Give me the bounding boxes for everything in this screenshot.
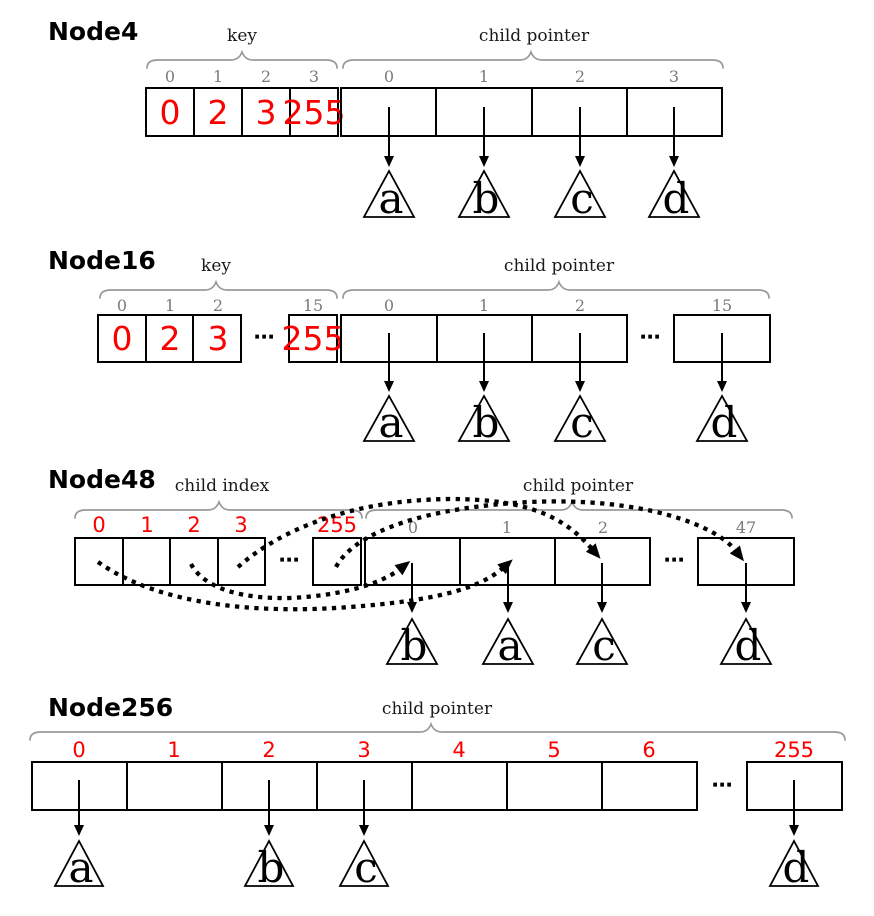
leaf-label: a	[68, 843, 94, 892]
leaf-label: d	[782, 843, 810, 892]
pointer-index-label: 2	[574, 67, 586, 86]
node16-section	[48, 246, 770, 447]
node48-title: Node48	[48, 465, 156, 494]
leaf-label: b	[400, 621, 428, 670]
node4-child-pointer-label: child pointer	[478, 26, 590, 46]
node16-child-pointer-label: child pointer	[503, 256, 615, 276]
leaf-label: a	[378, 174, 404, 223]
ellipsis: ⋯	[663, 548, 685, 572]
pointer-index-label: 255	[773, 738, 815, 762]
node48-section	[48, 465, 794, 670]
key-value: 2	[159, 319, 181, 358]
index-key-label: 2	[187, 513, 201, 537]
key-index-label: 0	[116, 296, 128, 315]
node256-child-pointer-label: child pointer	[381, 699, 493, 719]
leaf-label: d	[734, 621, 762, 670]
pointer-index-label: 47	[735, 518, 757, 537]
pointer-index-label: 0	[407, 518, 419, 537]
key-value: 0	[111, 319, 133, 358]
ellipsis: ⋯	[278, 548, 300, 572]
ellipsis: ⋯	[711, 773, 733, 797]
leaf-label: c	[354, 843, 378, 892]
leaf-label: c	[570, 398, 594, 447]
pointer-index-label: 2	[574, 296, 586, 315]
node256-section	[30, 693, 845, 892]
index-key-label: 3	[234, 513, 248, 537]
leaf-label: b	[257, 843, 285, 892]
key-value: 255	[282, 93, 346, 132]
leaf-label: b	[472, 174, 500, 223]
node4-section	[48, 17, 723, 223]
pointer-index-label: 15	[711, 296, 733, 315]
key-value: 3	[255, 93, 277, 132]
node48-index-cell-255	[313, 538, 361, 585]
key-index-label: 2	[212, 296, 224, 315]
pointer-index-label: 1	[478, 296, 490, 315]
node48-child-pointer-label: child pointer	[522, 476, 634, 496]
key-index-label: 15	[302, 296, 324, 315]
pointer-index-label: 6	[642, 738, 656, 762]
node4-title: Node4	[48, 17, 139, 46]
leaf-label: c	[570, 174, 594, 223]
key-index-label: 3	[308, 67, 320, 86]
key-value: 2	[207, 93, 229, 132]
key-value: 3	[207, 319, 229, 358]
ellipsis: ⋯	[253, 325, 275, 349]
index-key-label: 1	[140, 513, 154, 537]
index-key-label: 0	[92, 513, 106, 537]
pointer-index-label: 3	[357, 738, 371, 762]
node4-key-label: key	[227, 26, 257, 46]
pointer-index-label: 5	[547, 738, 561, 762]
leaf-label: d	[710, 398, 738, 447]
pointer-index-label: 0	[383, 67, 395, 86]
pointer-index-label: 3	[668, 67, 680, 86]
node4-pointer-brace	[343, 52, 723, 68]
node16-title: Node16	[48, 246, 156, 275]
pointer-index-label: 1	[167, 738, 181, 762]
pointer-index-label: 2	[597, 518, 609, 537]
leaf-label: a	[378, 398, 404, 447]
ellipsis: ⋯	[639, 325, 661, 349]
node48-child-index-label: child index	[174, 476, 270, 496]
key-value: 255	[281, 319, 345, 358]
node4-key-brace	[147, 52, 337, 68]
key-index-label: 2	[260, 67, 272, 86]
leaf-label: b	[472, 398, 500, 447]
node256-title: Node256	[48, 693, 174, 722]
key-index-label: 1	[212, 67, 224, 86]
key-index-label: 1	[164, 296, 176, 315]
node16-pointer-brace	[343, 282, 769, 298]
pointer-index-label: 0	[72, 738, 86, 762]
leaf-label: a	[497, 621, 523, 670]
node16-key-label: key	[201, 256, 231, 276]
pointer-index-label: 2	[262, 738, 276, 762]
index-key-label: 255	[316, 513, 358, 537]
pointer-index-label: 1	[501, 518, 513, 537]
pointer-index-label: 1	[478, 67, 490, 86]
key-value: 0	[159, 93, 181, 132]
pointer-index-label: 4	[452, 738, 466, 762]
key-index-label: 0	[164, 67, 176, 86]
leaf-label: d	[662, 174, 690, 223]
pointer-index-label: 0	[383, 296, 395, 315]
leaf-label: c	[592, 621, 616, 670]
node256-pointer-brace	[30, 724, 845, 740]
